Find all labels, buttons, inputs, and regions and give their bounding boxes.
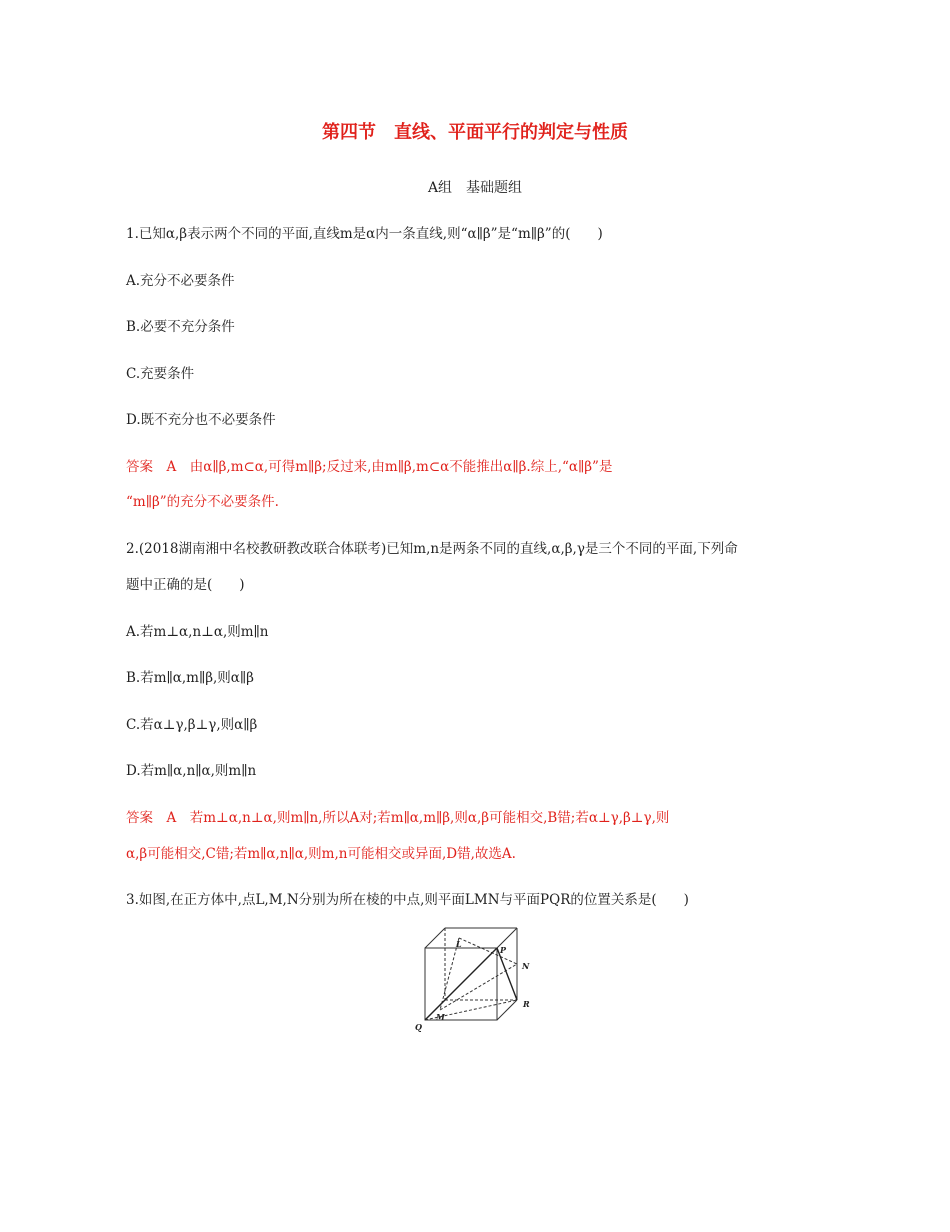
question-2-option-a: A.若m⊥α,n⊥α,则m∥n	[126, 624, 269, 640]
segment-ln	[459, 938, 517, 964]
question-2-option-d: D.若m∥α,n∥α,则m∥n	[126, 763, 257, 779]
question-2-option-b: B.若m∥α,m∥β,则α∥β	[126, 670, 254, 686]
question-2-stem-line-2: 题中正确的是( )	[126, 577, 245, 593]
label-p: P	[500, 945, 507, 955]
label-r: R	[523, 999, 530, 1009]
question-1-answer-line-1: 答案 A 由α∥β,m⊂α,可得m∥β;反过来,由m∥β,m⊂α不能推出α∥β.综上,“α∥β”是	[126, 459, 613, 475]
question-1-answer-line-2: “m∥β”的充分不必要条件.	[126, 494, 279, 510]
question-1-option-d: D.既不充分也不必要条件	[126, 412, 276, 428]
question-3-stem: 3.如图,在正方体中,点L,M,N分别为所在棱的中点,则平面LMN与平面PQR的位置关系是( )	[126, 892, 689, 908]
label-m: M	[436, 1012, 445, 1022]
label-q: Q	[415, 1022, 422, 1032]
question-2-stem-line-1: 2.(2018湖南湘中名校教研教改联合体联考)已知m,n是两条不同的直线,α,β,γ是三个不同的平面,下列命	[126, 541, 738, 557]
question-2-answer-line-1: 答案 A 若m⊥α,n⊥α,则m∥n,所以A对;若m∥α,m∥β,则α,β可能相交,B错;若α⊥γ,β⊥γ,则	[126, 810, 670, 826]
question-1-option-c: C.充要条件	[126, 366, 195, 382]
segment-pr	[497, 948, 517, 1000]
cube-figure	[410, 925, 540, 1035]
question-2-answer-line-2: α,β可能相交,C错;若m∥α,n∥α,则m,n可能相交或异面,D错,故选A.	[126, 846, 516, 862]
segment-qp	[425, 948, 497, 1020]
cube-bottom-right-edge	[497, 1000, 517, 1020]
group-heading: A组 基础题组	[427, 180, 523, 196]
cube-top-left-edge	[425, 928, 445, 948]
question-1-option-b: B.必要不充分条件	[126, 319, 235, 335]
label-n: N	[522, 961, 530, 971]
label-l: L	[456, 939, 462, 949]
question-2-option-c: C.若α⊥γ,β⊥γ,则α∥β	[126, 717, 258, 733]
question-1-stem: 1.已知α,β表示两个不同的平面,直线m是α内一条直线,则“α∥β”是“m∥β”的( )	[126, 226, 603, 242]
section-title: 第四节 直线、平面平行的判定与性质	[322, 122, 628, 143]
question-1-option-a: A.充分不必要条件	[126, 273, 235, 289]
